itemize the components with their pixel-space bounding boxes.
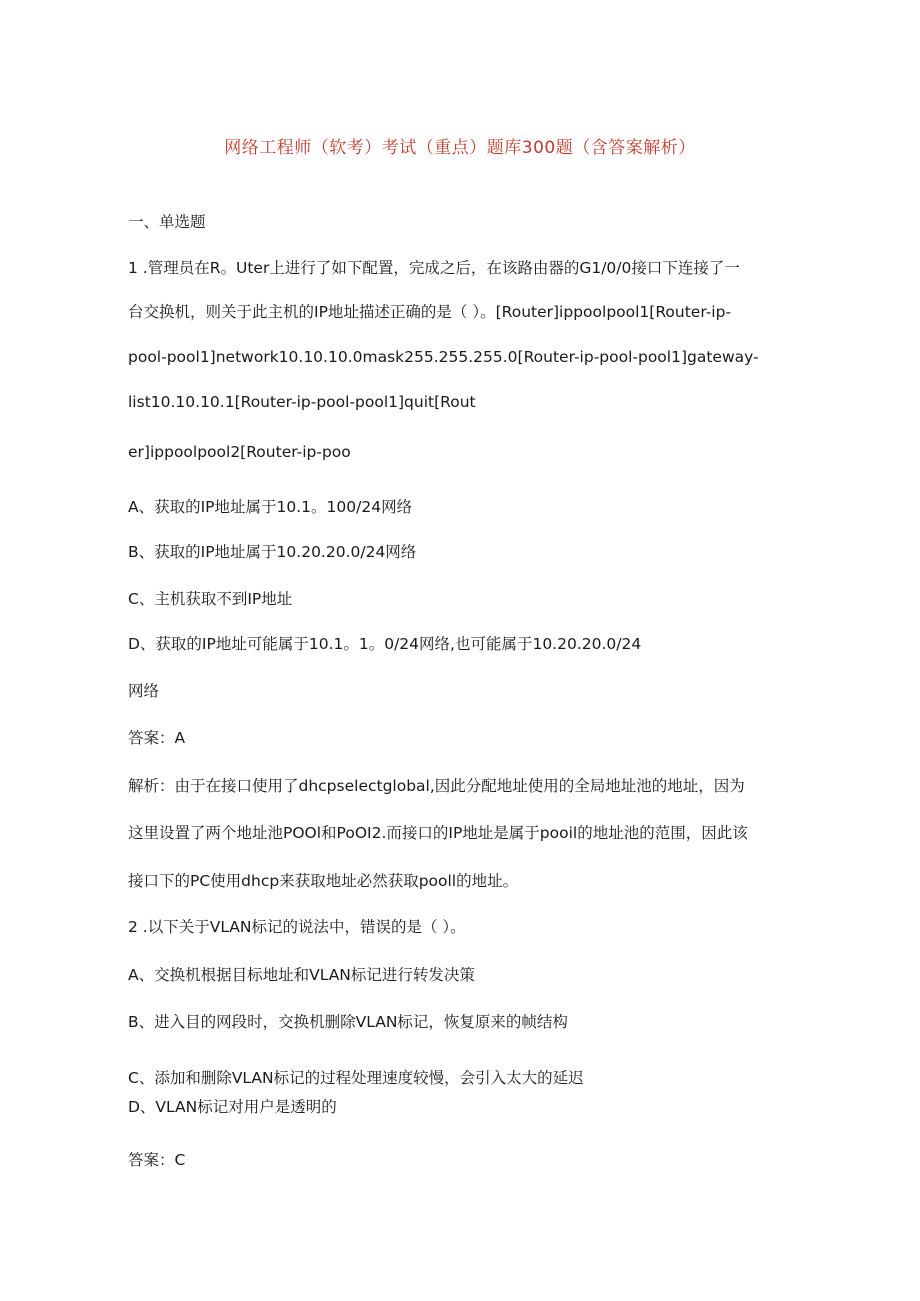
q1-analysis-line-3: 接口下的PC使用dhcp来获取地址必然获取pooll的地址。 xyxy=(128,872,519,890)
q1-answer: 答案：A xyxy=(128,729,186,747)
q1-stem-line-1: 1 .管理员在R。Uter上进行了如下配置，完成之后，在该路由器的G1/0/0接口下连接了一 xyxy=(128,259,740,277)
section-heading: 一、单选题 xyxy=(128,213,206,231)
q1-stem-line-2: 台交换机，则关于此主机的IP地址描述正确的是（ ）。[Router]ippoolpool1[Router-ip- xyxy=(128,303,732,321)
q2-option-d: D、VLAN标记对用户是透明的 xyxy=(128,1098,337,1116)
q2-option-b: B、进入目的网段时，交换机删除VLAN标记，恢复原来的帧结构 xyxy=(128,1013,568,1031)
q1-analysis-line-2: 这里设置了两个地址池POOl和PoOI2.而接口的IP地址是属于pooil的地址池的范围，因此该 xyxy=(128,824,748,842)
q1-option-a: A、获取的IP地址属于10.1。100/24网络 xyxy=(128,498,413,516)
q1-stem-line-5: er]ippoolpool2[Router-ip-poo xyxy=(128,443,351,461)
q1-analysis-line-1: 解析：由于在接口使用了dhcpselectglobal,因此分配地址使用的全局地址池的地址，因为 xyxy=(128,777,745,795)
document-title: 网络工程师（软考）考试（重点）题库300题（含答案解析） xyxy=(224,138,696,158)
q2-stem: 2 .以下关于VLAN标记的说法中，错误的是（ ）。 xyxy=(128,918,466,936)
q1-option-d-line-1: D、获取的IP地址可能属于10.1。1。0/24网络,也可能属于10.20.20.0/24 xyxy=(128,635,642,653)
q1-option-d-line-2: 网络 xyxy=(128,682,160,700)
q2-option-c: C、添加和删除VLAN标记的过程处理速度较慢，会引入太大的延迟 xyxy=(128,1069,584,1087)
q2-answer: 答案：C xyxy=(128,1151,186,1169)
q1-stem-line-3: pool-pool1]network10.10.10.0mask255.255.255.0[Router-ip-pool-pool1]gateway- xyxy=(128,348,759,366)
q1-stem-line-4: list10.10.10.1[Router-ip-pool-pool1]quit[Rout xyxy=(128,393,476,411)
q2-option-a: A、交换机根据目标地址和VLAN标记进行转发决策 xyxy=(128,966,475,984)
q1-option-c: C、主机获取不到IP地址 xyxy=(128,590,293,608)
q1-option-b: B、获取的IP地址属于10.20.20.0/24网络 xyxy=(128,543,417,561)
